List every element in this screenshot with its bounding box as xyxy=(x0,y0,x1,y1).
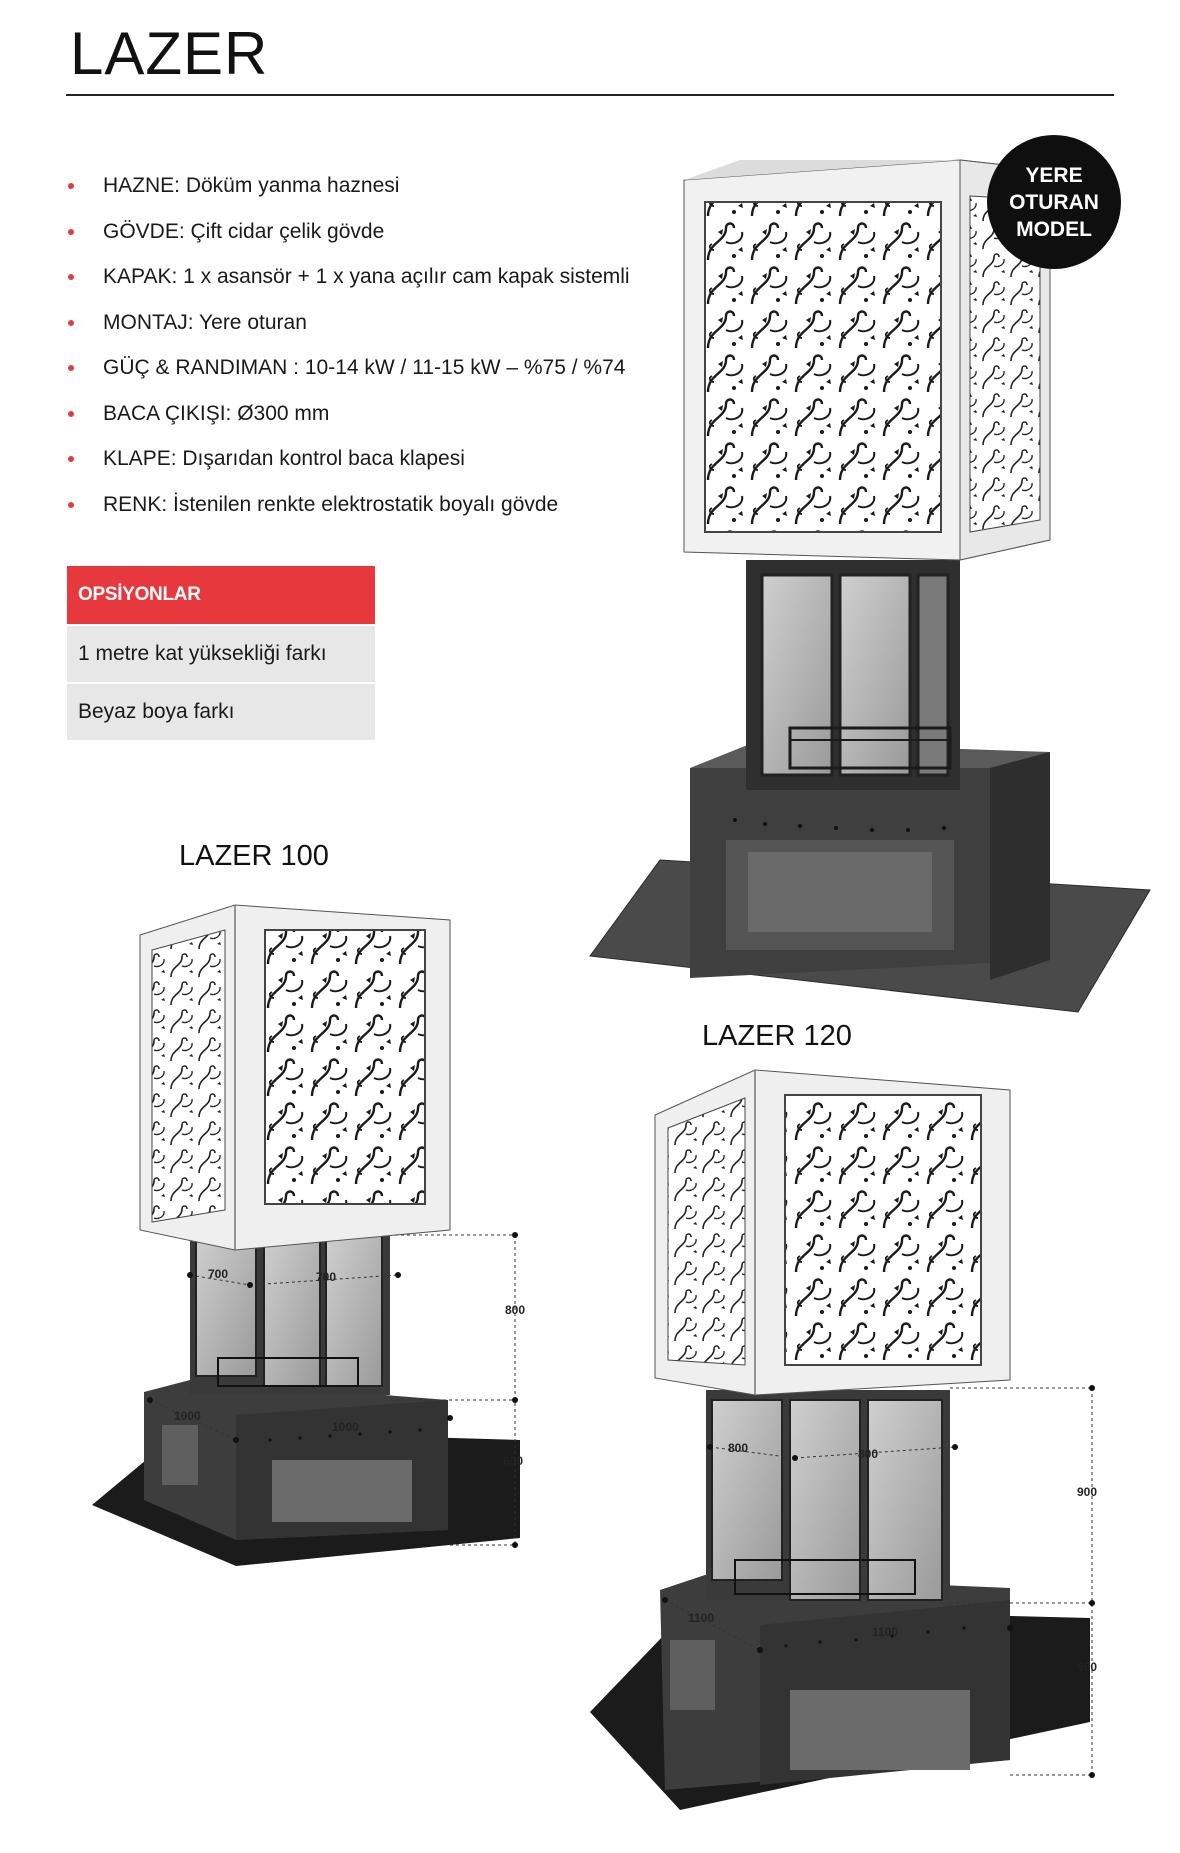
feature-text: KLAPE: Dışarıdan kontrol baca klapesi xyxy=(103,447,465,470)
option-row: 1 metre kat yüksekliği farkı xyxy=(67,626,375,682)
dim-label: 1100 xyxy=(872,1625,899,1639)
dim-label: 800 xyxy=(858,1447,879,1461)
feature-text: GÜÇ & RANDIMAN : 10-14 kW / 11-15 kW – %75 / %74 xyxy=(103,356,626,379)
dim-label: 900 xyxy=(1077,1485,1098,1499)
badge-line: MODEL xyxy=(1016,217,1092,241)
page-title: LAZER xyxy=(70,20,269,87)
badge-line: OTURAN xyxy=(1009,190,1099,214)
feature-text: MONTAJ: Yere oturan xyxy=(103,310,307,334)
options-header: OPSİYONLAR xyxy=(67,566,375,624)
feature-text: HAZNE: Döküm yanma haznesi xyxy=(103,174,400,197)
option-row: Beyaz boya farkı xyxy=(67,684,375,740)
dim-label: 700 xyxy=(316,1270,337,1284)
floor-standing-badge xyxy=(987,135,1121,269)
dim-label: 700 xyxy=(208,1267,229,1281)
dim-label: 800 xyxy=(728,1441,749,1455)
model-label-lazer-120: LAZER 120 xyxy=(702,1020,852,1052)
dim-label: 600 xyxy=(1077,1660,1098,1674)
feature-text: GÖVDE: Çift cidar çelik gövde xyxy=(103,219,385,243)
dim-label: 800 xyxy=(505,1303,526,1317)
dim-label: 600 xyxy=(503,1454,524,1468)
feature-text: KAPAK: 1 x asansör + 1 x yana açılır cam kapak sistemli xyxy=(103,265,630,288)
hero-stove-image xyxy=(590,160,1150,1012)
badge-line: YERE xyxy=(1025,163,1083,187)
feature-text: BACA ÇIKIŞI: Ø300 mm xyxy=(103,401,330,425)
lazer-120-image xyxy=(590,1070,1090,1810)
dim-label: 1000 xyxy=(174,1409,201,1423)
model-label-lazer-100: LAZER 100 xyxy=(179,840,329,872)
dim-label: 1000 xyxy=(332,1420,359,1434)
feature-text: RENK: İstenilen renkte elektrostatik boyalı gövde xyxy=(103,492,559,516)
dim-label: 1100 xyxy=(688,1611,715,1625)
